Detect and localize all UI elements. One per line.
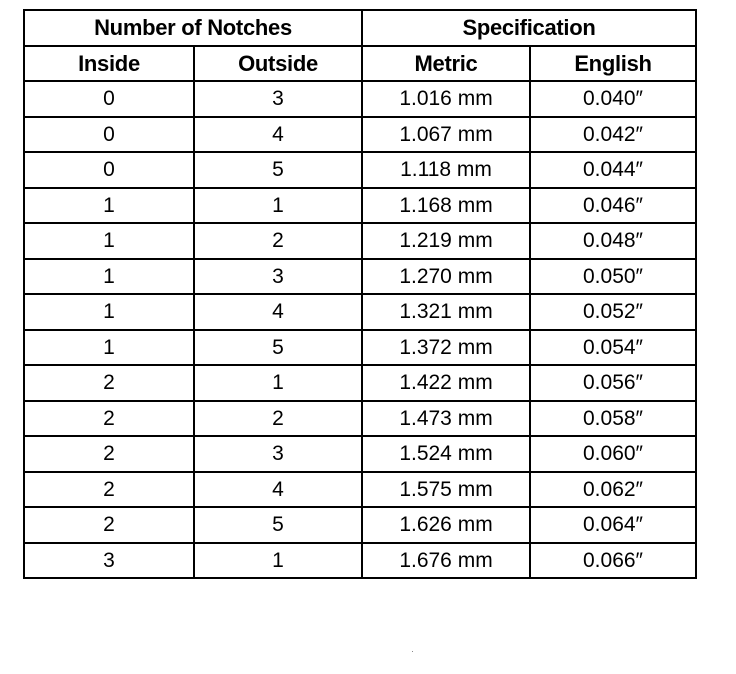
outside-cell: 1 (194, 543, 362, 579)
metric-cell: 1.321 mm (362, 294, 530, 330)
outside-cell: 2 (194, 401, 362, 437)
table-body (24, 81, 696, 578)
table-header (24, 10, 696, 81)
metric-cell: 1.016 mm (362, 81, 530, 117)
outside-cell: 4 (194, 472, 362, 508)
english-cell: 0.060″ (530, 436, 696, 472)
group-header-row (24, 10, 696, 46)
number-of-notches-header: Number of Notches (24, 10, 362, 46)
inside-cell: 2 (24, 365, 194, 401)
outside-cell: 3 (194, 81, 362, 117)
english-column-header: English (530, 46, 696, 82)
scan-speck (412, 651, 413, 652)
outside-cell: 3 (194, 436, 362, 472)
english-cell: 0.046″ (530, 188, 696, 224)
metric-cell: 1.575 mm (362, 472, 530, 508)
english-cell: 0.044″ (530, 152, 696, 188)
english-cell: 0.056″ (530, 365, 696, 401)
outside-cell: 3 (194, 259, 362, 295)
english-cell: 0.058″ (530, 401, 696, 437)
metric-cell: 1.473 mm (362, 401, 530, 437)
inside-cell: 2 (24, 507, 194, 543)
table-row (24, 330, 696, 366)
table-row (24, 81, 696, 117)
inside-cell: 1 (24, 188, 194, 224)
table-row (24, 436, 696, 472)
inside-cell: 1 (24, 223, 194, 259)
inside-cell: 1 (24, 330, 194, 366)
table-row (24, 117, 696, 153)
table-row (24, 472, 696, 508)
notch-specification-table (23, 9, 697, 579)
inside-cell: 2 (24, 401, 194, 437)
outside-cell: 1 (194, 365, 362, 401)
metric-cell: 1.067 mm (362, 117, 530, 153)
outside-cell: 4 (194, 294, 362, 330)
outside-cell: 2 (194, 223, 362, 259)
metric-cell: 1.676 mm (362, 543, 530, 579)
inside-column-header: Inside (24, 46, 194, 82)
english-cell: 0.050″ (530, 259, 696, 295)
english-cell: 0.052″ (530, 294, 696, 330)
metric-cell: 1.372 mm (362, 330, 530, 366)
english-cell: 0.054″ (530, 330, 696, 366)
metric-cell: 1.524 mm (362, 436, 530, 472)
inside-cell: 2 (24, 472, 194, 508)
inside-cell: 0 (24, 152, 194, 188)
metric-cell: 1.626 mm (362, 507, 530, 543)
specification-header: Specification (362, 10, 696, 46)
inside-cell: 1 (24, 259, 194, 295)
table-row (24, 152, 696, 188)
inside-cell: 1 (24, 294, 194, 330)
metric-cell: 1.118 mm (362, 152, 530, 188)
english-cell: 0.040″ (530, 81, 696, 117)
english-cell: 0.062″ (530, 472, 696, 508)
outside-cell: 4 (194, 117, 362, 153)
inside-cell: 2 (24, 436, 194, 472)
table-row (24, 259, 696, 295)
inside-cell: 0 (24, 81, 194, 117)
outside-cell: 5 (194, 152, 362, 188)
outside-cell: 5 (194, 507, 362, 543)
inside-cell: 3 (24, 543, 194, 579)
metric-cell: 1.168 mm (362, 188, 530, 224)
english-cell: 0.066″ (530, 543, 696, 579)
english-cell: 0.042″ (530, 117, 696, 153)
table-row (24, 507, 696, 543)
outside-cell: 5 (194, 330, 362, 366)
table-row (24, 365, 696, 401)
metric-column-header: Metric (362, 46, 530, 82)
english-cell: 0.048″ (530, 223, 696, 259)
table-row (24, 294, 696, 330)
table-row (24, 401, 696, 437)
table-row (24, 223, 696, 259)
metric-cell: 1.270 mm (362, 259, 530, 295)
column-header-row (24, 46, 696, 82)
metric-cell: 1.422 mm (362, 365, 530, 401)
english-cell: 0.064″ (530, 507, 696, 543)
metric-cell: 1.219 mm (362, 223, 530, 259)
outside-cell: 1 (194, 188, 362, 224)
table-row (24, 188, 696, 224)
outside-column-header: Outside (194, 46, 362, 82)
table-row (24, 543, 696, 579)
inside-cell: 0 (24, 117, 194, 153)
